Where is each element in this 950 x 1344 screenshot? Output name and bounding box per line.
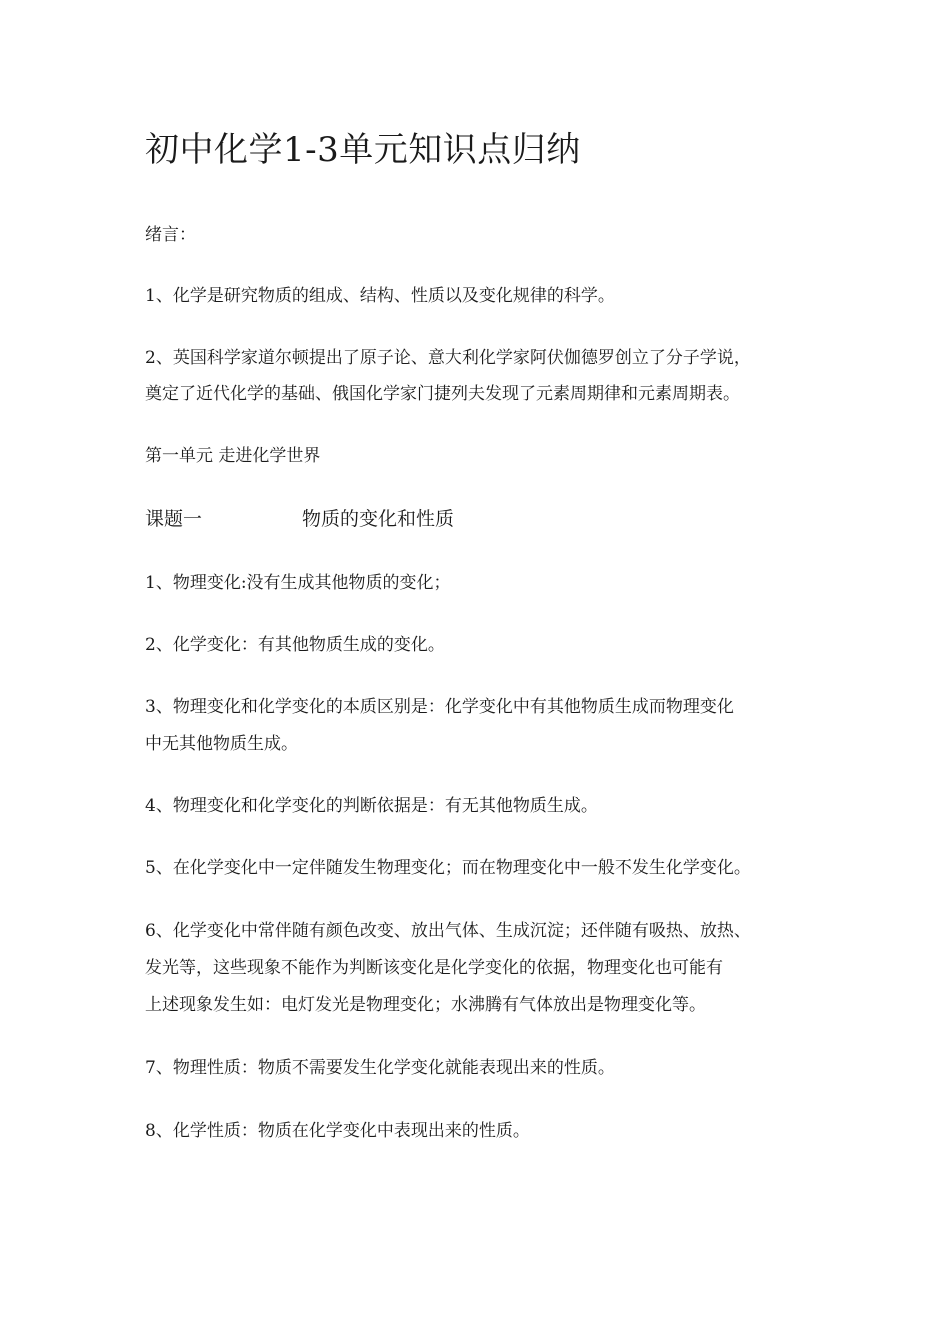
lesson-item-3-line-1: 3、物理变化和化学变化的本质区别是：化学变化中有其他物质生成而物理变化: [145, 697, 734, 717]
lesson-item-8: 8、化学性质：物质在化学变化中表现出来的性质。: [145, 1121, 530, 1141]
lesson-item-6-line-1: 6、化学变化中常伴随有颜色改变、放出气体、生成沉淀；还伴随有吸热、放热、: [145, 921, 751, 941]
lesson-item-1: 1、物理变化:没有生成其他物质的变化；: [145, 573, 451, 593]
lesson-item-3-line-2: 中无其他物质生成。: [145, 734, 298, 754]
lesson-item-4: 4、物理变化和化学变化的判断依据是：有无其他物质生成。: [145, 796, 598, 816]
intro-heading: 绪言：: [145, 225, 196, 245]
lesson-name: 物质的变化和性质: [302, 508, 455, 530]
lesson-item-6-line-2: 发光等，这些现象不能作为判断该变化是化学变化的依据，物理变化也可能有: [145, 958, 723, 978]
lesson-item-7: 7、物理性质：物质不需要发生化学变化就能表现出来的性质。: [145, 1058, 615, 1078]
intro-item-2-line-1: 2、英国科学家道尔顿提出了原子论、意大利化学家阿伏伽德罗创立了分子学说，: [145, 348, 751, 368]
intro-item-1: 1、化学是研究物质的组成、结构、性质以及变化规律的科学。: [145, 286, 615, 306]
lesson-item-6-line-3: 上述现象发生如：电灯发光是物理变化；水沸腾有气体放出是物理变化等。: [145, 995, 706, 1015]
lesson-item-2: 2、化学变化：有其他物质生成的变化。: [145, 635, 445, 655]
unit-heading: 第一单元 走进化学世界: [145, 446, 321, 466]
lesson-item-5: 5、在化学变化中一定伴随发生物理变化；而在物理变化中一般不发生化学变化。: [145, 858, 751, 878]
lesson-heading: [145, 507, 454, 531]
document-title: 初中化学1-3单元知识点归纳: [145, 130, 581, 170]
intro-item-2-line-2: 奠定了近代化学的基础、俄国化学家门捷列夫发现了元素周期律和元素周期表。: [145, 384, 740, 404]
lesson-number: 课题一: [145, 508, 203, 530]
